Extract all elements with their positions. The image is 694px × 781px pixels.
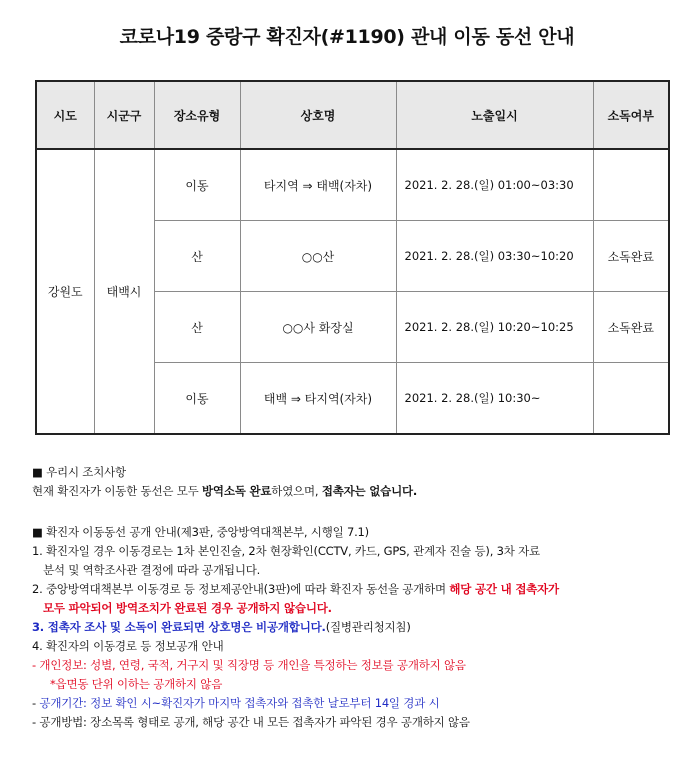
header-business-name: 상호명 [240, 81, 396, 149]
guide-item-1: 1. 확진자일 경우 이동경로는 1차 본인진술, 2차 현장확인(CCTV, 카드, GPS, 관계자 진술 등), 3차 자료 [32, 544, 540, 558]
place-type-cell: 이동 [154, 363, 240, 435]
place-type-cell: 산 [154, 221, 240, 292]
guide-dash-method: - 공개방법: 장소목록 형태로 공개, 해당 공간 내 모든 접촉자가 파악된 경우 공개하지 않음 [32, 715, 470, 729]
disinfection-cell [593, 363, 669, 435]
guide-item-2-highlight: 해당 공간 내 접촉자가 [449, 582, 559, 596]
guide-dash-period-prefix: - [32, 696, 40, 710]
district-cell: 태백시 [94, 149, 154, 434]
guide-dash-personal-info-sub: *읍면동 단위 이하는 공개하지 않음 [50, 677, 223, 691]
header-sido: 시도 [36, 81, 94, 149]
exposure-time-cell: 2021. 2. 28.(일) 10:30~ [396, 363, 593, 435]
header-sigungu: 시군구 [94, 81, 154, 149]
guide-item-3-number: 3. [32, 620, 48, 634]
exposure-time-cell: 2021. 2. 28.(일) 01:00~03:30 [396, 149, 593, 221]
guide-heading: ■ 확진자 이동동선 공개 안내(제3판, 중앙방역대책본부, 시행일 7.1) [32, 525, 369, 539]
region-cell: 강원도 [36, 149, 94, 434]
measures-text-part: 하였으며, [271, 484, 322, 498]
measures-heading: ■ 우리시 조치사항 [32, 465, 126, 479]
measures-text-part: 현재 확진자가 이동한 동선은 모두 [32, 484, 203, 498]
header-place-type: 장소유형 [154, 81, 240, 149]
measures-bold-no-contacts: 접촉자는 없습니다. [321, 484, 418, 498]
business-name-cell: ○○산 [240, 221, 396, 292]
disinfection-cell [593, 149, 669, 221]
header-exposure-time: 노출일시 [396, 81, 593, 149]
exposure-time-cell: 2021. 2. 28.(일) 10:20~10:25 [396, 292, 593, 363]
guide-item-4: 4. 확진자의 이동경로 등 정보공개 안내 [32, 639, 224, 653]
business-name-cell: ○○사 화장실 [240, 292, 396, 363]
disinfection-cell: 소독완료 [593, 221, 669, 292]
guide-item-3-tail: (질병관리청지침) [325, 620, 411, 634]
business-name-cell: 타지역 ⇒ 태백(자차) [240, 149, 396, 221]
guide-dash-period-text: 공개기간: 정보 확인 시~확진자가 마지막 접촉자와 접촉한 날로부터 14일 경과 시 [39, 696, 440, 710]
measures-bold-disinfection: 방역소독 완료 [202, 484, 272, 498]
notes-section [32, 463, 677, 732]
route-table [35, 80, 670, 435]
guide-item-3 [32, 618, 677, 637]
table-header-row [36, 81, 669, 149]
place-type-cell: 산 [154, 292, 240, 363]
guide-item-2-text: 2. 중앙방역대책본부 이동경로 등 정보제공안내(3판)에 따라 확진자 동선을 공개하며 [32, 582, 450, 596]
disinfection-cell: 소독완료 [593, 292, 669, 363]
place-type-cell: 이동 [154, 149, 240, 221]
header-disinfection: 소독여부 [593, 81, 669, 149]
business-name-cell: 태백 ⇒ 타지역(자차) [240, 363, 396, 435]
guide-dash-period [32, 694, 677, 713]
exposure-time-cell: 2021. 2. 28.(일) 03:30~10:20 [396, 221, 593, 292]
guide-dash-personal-info: - 개인정보: 성별, 연령, 국적, 거구지 및 직장명 등 개인을 특정하는 정보를 공개하지 않음 [32, 658, 466, 672]
guide-item-2-cont: 모두 파악되어 방역조치가 완료된 경우 공개하지 않습니다. [43, 601, 332, 615]
table-row [36, 149, 669, 221]
guide-item-1-cont: 분석 및 역학조사관 결정에 따라 공개됩니다. [43, 563, 261, 577]
guide-item-2 [32, 580, 677, 599]
guide-item-3-highlight: 접촉자 조사 및 소독이 완료되면 상호명은 비공개합니다. [47, 620, 326, 634]
page-title: 코로나19 중랑구 확진자(#1190) 관내 이동 동선 안내 [119, 26, 575, 48]
measures-text [32, 482, 677, 501]
